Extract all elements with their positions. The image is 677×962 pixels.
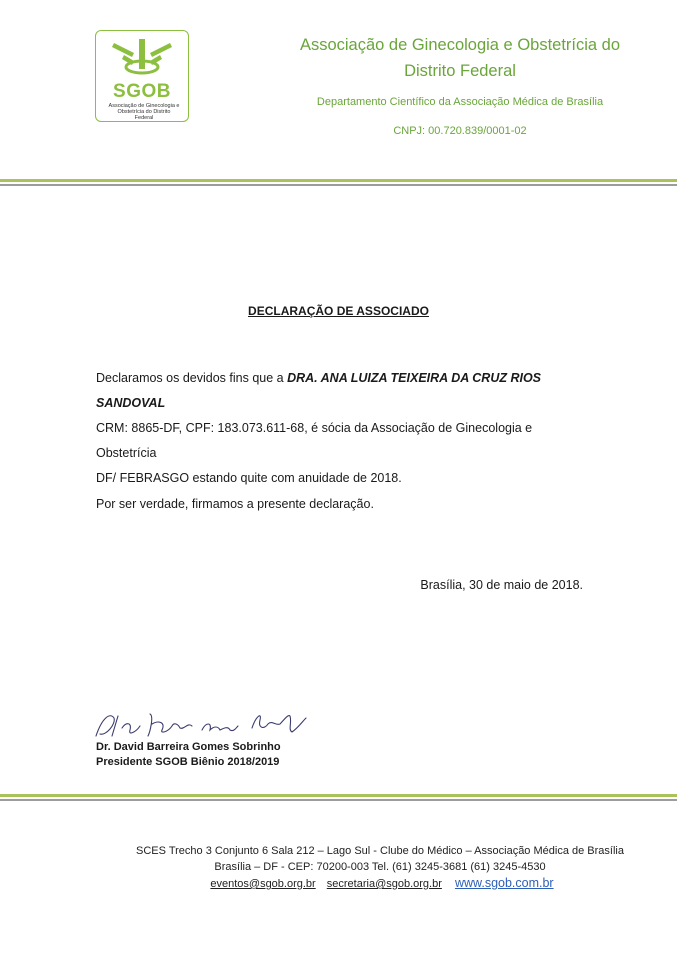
handwritten-signature — [92, 706, 312, 740]
signer-role: Presidente SGOB Biênio 2018/2019 — [96, 756, 280, 768]
declaration-line2: CRM: 8865-DF, CPF: 183.073.611-68, é sócia da Associação de Ginecologia e Obstetrícia — [96, 421, 533, 460]
member-name: DRA. ANA LUIZA TEIXEIRA DA CRUZ RIOS SANDOVAL — [96, 371, 542, 410]
sgob-emblem-icon — [110, 37, 174, 81]
footer-address: SCES Trecho 3 Conjunto 6 Sala 212 – Lago Sul - Clube do Médico – Associação Médica de Brasília — [136, 845, 624, 857]
organization-name-line2: Distrito Federal — [404, 62, 516, 80]
declaration-line3: DF/ FEBRASGO estando quite com anuidade de 2018. — [96, 471, 402, 485]
footer-links — [100, 875, 660, 892]
organization-name — [290, 32, 630, 84]
declaration-line1 — [96, 366, 596, 416]
signer-name: Dr. David Barreira Gomes Sobrinho — [96, 741, 281, 753]
website-link[interactable]: www.sgob.com.br — [454, 876, 554, 890]
footer-divider — [0, 794, 677, 801]
issue-date: Brasília, 30 de maio de 2018. — [420, 578, 583, 592]
closing-statement: Por ser verdade, firmamos a presente declaração. — [96, 497, 374, 511]
declaration-paragraph — [96, 366, 596, 491]
sgob-logo — [95, 30, 189, 122]
email-link-secretaria[interactable]: secretaria@sgob.org.br — [326, 878, 442, 890]
signer-block — [96, 740, 281, 770]
organization-name-line1: Associação de Ginecologia e Obstetrícia do — [299, 36, 621, 54]
department-line: Departamento Científico da Associação Médica de Brasília — [316, 96, 604, 108]
cnpj-line: CNPJ: 00.720.839/0001-02 — [393, 125, 527, 137]
header-divider — [0, 179, 677, 186]
email-link-eventos[interactable]: eventos@sgob.org.br — [210, 878, 316, 890]
declaration-intro: Declaramos os devidos fins que a — [96, 371, 288, 385]
logo-subtitle: Associação de Ginecologia e Obstetrícia do Distrito Federal — [108, 103, 180, 121]
logo-wordmark: SGOB — [113, 81, 171, 102]
footer-contact — [100, 843, 660, 892]
document-title: DECLARAÇÃO DE ASSOCIADO — [248, 304, 429, 318]
footer-phone: Brasília – DF - CEP: 70200-003 Tel. (61) 3245-3681 (61) 3245-4530 — [214, 861, 546, 873]
